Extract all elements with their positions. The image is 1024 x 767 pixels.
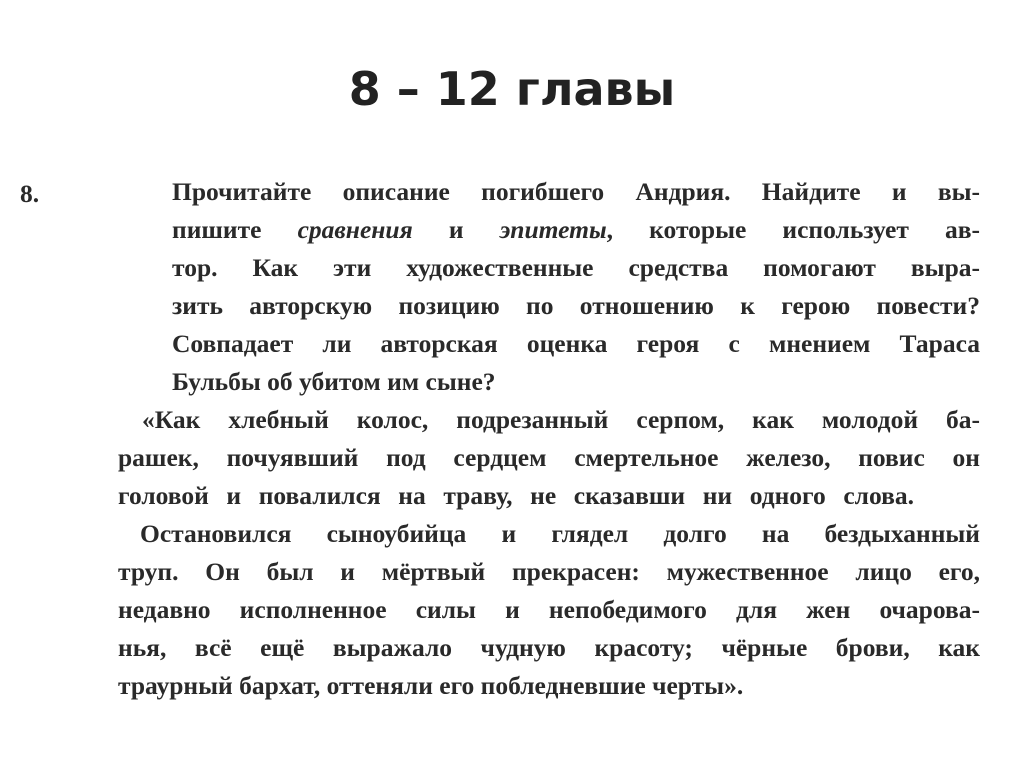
text-run: и xyxy=(412,215,500,244)
question-line xyxy=(172,217,980,243)
term-epithets: эпитеты xyxy=(499,215,607,244)
quote-line: труп. Он был и мёртвый прекрасен: мужественное лицо его, xyxy=(118,557,980,586)
quote-line: головой и повалился на траву, не сказавши ни одного слова. xyxy=(118,481,914,510)
text-run: пишите xyxy=(172,215,298,244)
question-line: Прочитайте описание погибшего Андрия. Найдите и вы- xyxy=(172,177,980,206)
question-line: тор. Как эти художественные средства помогают выра- xyxy=(172,253,980,282)
quote-line: нья, всё ещё выражало чудную красоту; чёрные брови, как xyxy=(118,633,980,662)
quote-line: рашек, почуявший под сердцем смертельное железо, повис он xyxy=(118,443,980,472)
quote-line: «Как хлебный колос, подрезанный серпом, как молодой ба- xyxy=(142,405,980,434)
quote-line: Остановился сыноубийца и глядел долго на бездыханный xyxy=(140,519,980,548)
question-line: Бульбы об убитом им сыне? xyxy=(172,367,496,396)
question-line: Совпадает ли авторская оценка героя с мнением Тараса xyxy=(172,329,980,358)
quote-line: недавно исполненное силы и непобедимого для жен очарова- xyxy=(118,595,980,624)
term-comparisons: сравнения xyxy=(297,215,413,244)
question-number: 8. xyxy=(20,179,40,208)
quote-line: траурный бархат, оттеняли его побледневшие черты». xyxy=(118,671,744,700)
question-line: зить авторскую позицию по отношению к герою повести? xyxy=(172,291,980,320)
slide-title: 8 – 12 главы xyxy=(348,62,676,116)
text-run: , которые использует ав- xyxy=(606,215,980,244)
scanned-textbook-excerpt xyxy=(20,166,980,726)
